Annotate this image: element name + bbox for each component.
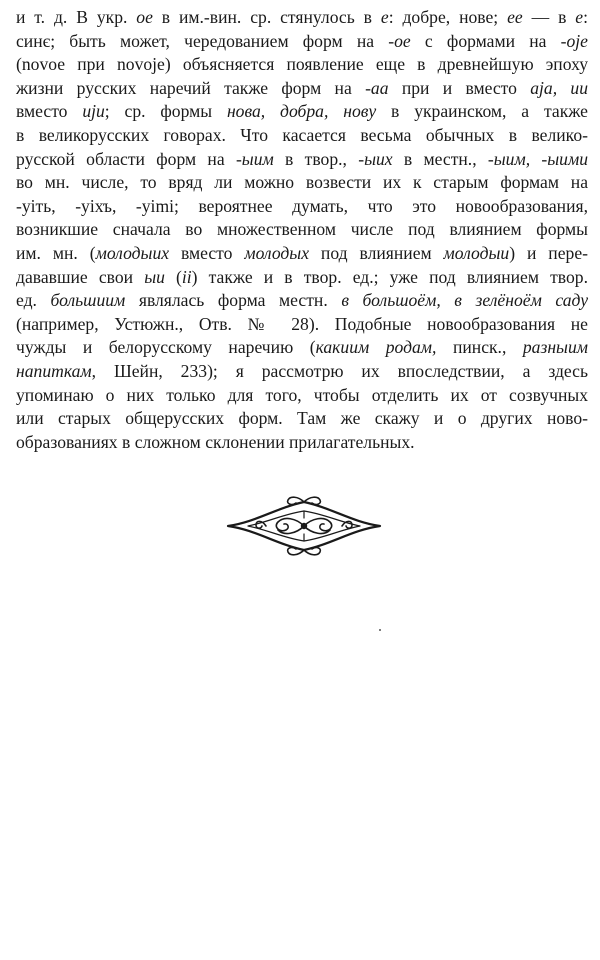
italic-segment: ији [82, 101, 105, 122]
text-line [16, 171, 588, 195]
text-segment: , Шейн, 233); я рассмотрю их впоследствии, а здесь [91, 360, 588, 381]
text-segment: : добре, нове; [388, 7, 508, 27]
italic-segment: разныим [522, 337, 588, 358]
text-line [16, 195, 588, 219]
italic-segment: ыи [144, 266, 165, 287]
text-segment: ед. [16, 290, 51, 311]
text-segment: возникшие сначала во множественном числе под влиянием формы [16, 219, 588, 240]
text-segment: во мн. числе, то вряд ли можно возвести их к старым формам на [16, 172, 588, 193]
text-segment: упоминаю о них только для того, чтобы отделить их от созвучных [16, 384, 588, 405]
text-segment: в украинском, а также [376, 101, 588, 122]
text-segment: в им.-вин. ср. стянулось в [152, 7, 381, 27]
text-line [16, 360, 588, 384]
italic-segment: какиим родам, [315, 337, 437, 358]
text-segment: при и вместо [388, 77, 531, 98]
text-segment: с формами на [410, 30, 561, 51]
text-segment: в местн., [392, 148, 488, 169]
text-segment: вместо [16, 101, 83, 122]
italic-segment: -ое [388, 30, 411, 51]
text-segment: — в [522, 7, 576, 27]
text-segment: жизни русских наречий также форм на [16, 77, 366, 98]
text-line [16, 313, 588, 337]
italic-segment: в большоём, в зелёноём саду [341, 290, 589, 311]
italic-segment: -оје [560, 30, 588, 51]
text-segment: русской области форм на [16, 148, 236, 169]
text-segment: или старых общерусских форм. Там же скажу и о других ново- [16, 408, 588, 429]
text-segment: (novое при novoje) объясняется появление еще в древнейшую эпоху [16, 54, 588, 75]
scroll-ornament-icon [226, 492, 382, 560]
scan-speck [379, 629, 381, 631]
text-line [16, 77, 588, 101]
text-line [16, 53, 588, 77]
text-line [16, 266, 588, 290]
text-segment: им. мн. ( [16, 242, 96, 263]
italic-segment: молодыи [443, 242, 510, 263]
italic-segment: -ыим, -ыими [487, 148, 588, 169]
body-text [16, 6, 588, 454]
italic-segment: ii [181, 266, 192, 287]
text-line [16, 384, 588, 408]
italic-segment: напиткам [16, 360, 92, 381]
italic-segment: -ыим [235, 148, 274, 169]
text-line [16, 407, 588, 431]
text-segment: синє; быть может, чередованием форм на [16, 30, 389, 51]
text-line [16, 218, 588, 242]
text-line [16, 100, 588, 124]
text-line [16, 124, 588, 148]
text-segment: пинск., [436, 337, 523, 358]
text-segment: ( [164, 266, 182, 287]
text-line [16, 336, 588, 360]
italic-segment: ое [136, 7, 153, 27]
italic-segment: е [575, 7, 584, 27]
text-segment: : [583, 7, 588, 27]
italic-segment: большиим [50, 290, 126, 311]
text-segment: чужды и белорусскому наречию ( [16, 337, 316, 358]
text-segment: вместо [169, 242, 245, 263]
text-line [16, 242, 588, 266]
text-segment: образованиях в сложном склонении прилагательных. [16, 431, 415, 452]
text-line [16, 431, 588, 455]
text-segment: ; ср. формы [104, 101, 227, 122]
text-segment: под влиянием [309, 242, 444, 263]
text-line [16, 6, 588, 30]
text-segment: ) и пере- [509, 242, 588, 263]
italic-segment: е [380, 7, 389, 27]
text-segment: в твор., [273, 148, 359, 169]
text-segment: и т. д. В укр. [16, 7, 137, 27]
italic-segment: аја, ии [530, 77, 588, 98]
text-line [16, 289, 588, 313]
text-line [16, 30, 588, 54]
italic-segment: -аа [365, 77, 389, 98]
text-line [16, 148, 588, 172]
text-segment: -yiть, -yiхъ, -yimi; вероятнее думать, что это новообразования, [16, 195, 588, 216]
italic-segment: молодых [244, 242, 310, 263]
italic-segment: нова, добра, нову [226, 101, 377, 122]
italic-segment: молодыих [95, 242, 170, 263]
text-segment: являлась форма местн. [125, 290, 342, 311]
text-segment: дававшие свои [16, 266, 145, 287]
italic-segment: ее [507, 7, 523, 27]
text-segment: (например, Устюжн., Отв. № 28). Подобные новообразования не [16, 313, 588, 334]
italic-segment: -ыих [358, 148, 393, 169]
text-segment: в великорусских говорах. Что касается весьма обычных в велико- [16, 124, 588, 145]
text-segment: ) также и в твор. ед.; уже под влиянием твор. [191, 266, 588, 287]
